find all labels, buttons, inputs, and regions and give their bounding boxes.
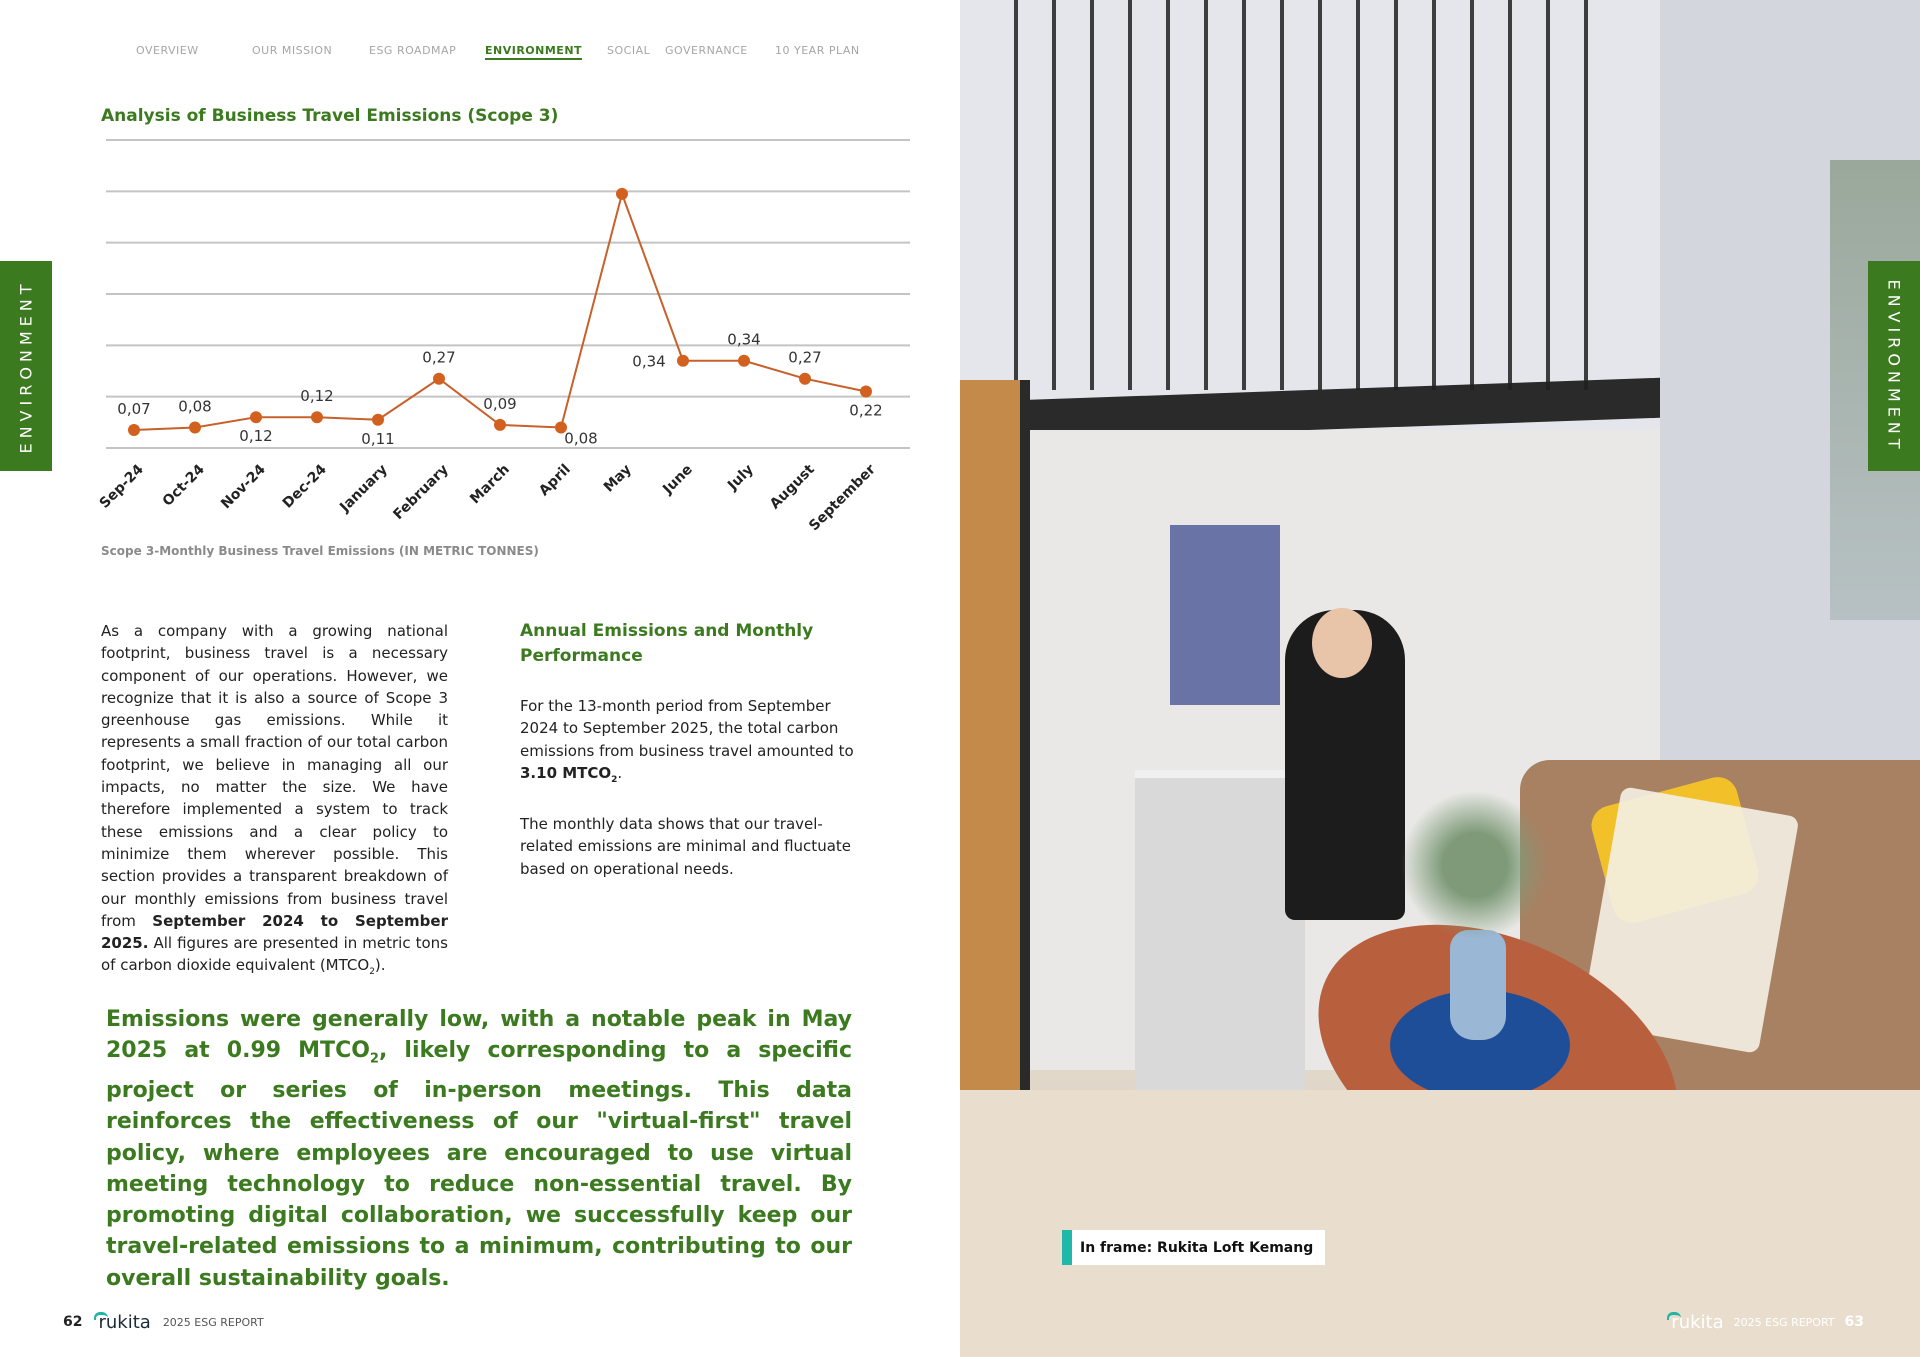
x-tick-label-oct-24: Oct-24	[159, 461, 208, 510]
annual-emissions-section	[520, 619, 865, 902]
x-tick-label-july: July	[724, 461, 757, 494]
data-point-january[interactable]	[372, 414, 384, 426]
data-point-march[interactable]	[494, 419, 506, 431]
section-side-tab-label: ENVIRONMENT	[16, 278, 36, 454]
data-point-february[interactable]	[433, 373, 445, 385]
x-tick-label-june: June	[660, 461, 696, 498]
data-label-nov-24: 0,12	[239, 427, 273, 446]
logo-text-right: rukita	[1671, 1311, 1724, 1333]
x-tick-label-sep-24: Sep-24	[96, 461, 147, 512]
intro-text-bold: September 2024 to September 2025.	[101, 911, 448, 953]
data-label-june: 0,34	[632, 352, 666, 371]
person-face	[1312, 608, 1372, 678]
intro-paragraph	[101, 620, 448, 984]
eucalyptus-plant	[1400, 790, 1550, 940]
annual-text-start: For the 13-month period from September 2024 to September 2025, the total carbon emissions from business travel amounted to	[520, 697, 854, 760]
data-label-dec-24: 0,12	[300, 387, 334, 406]
data-label-sep-24: 0,07	[117, 400, 151, 419]
section-side-tab-right	[1868, 261, 1920, 471]
data-label-february: 0,27	[422, 348, 456, 367]
quote-sub: 2	[369, 1051, 379, 1067]
data-label-april: 0,08	[564, 429, 598, 448]
annual-text-end: .	[617, 763, 623, 782]
monthly-performance-text: The monthly data shows that our travel-related emissions are minimal and fluctuate based on operational needs.	[520, 815, 851, 878]
chart-title: Analysis of Business Travel Emissions (Scope 3)	[101, 106, 559, 126]
intro-text-end: All figures are presented in metric tons of carbon dioxide equivalent (MTCO	[101, 934, 448, 975]
data-label-oct-24: 0,08	[178, 397, 212, 416]
x-tick-label-nov-24: Nov-24	[218, 461, 269, 513]
chart-caption: Scope 3-Monthly Business Travel Emissions (IN METRIC TONNES)	[101, 544, 539, 558]
quote-part-2: , likely corresponding to a specific project or series of in-person meetings. This data reinforces the effectiveness of our "virtual-first" travel policy, where employees are encouraged to use virtual meeting technology to reduce non-essential travel. By promoting digital collaboration, we successfully keep our travel-related emissions to a minimum, contributing to our overall sustainability goals.	[106, 1038, 852, 1291]
data-label-august: 0,27	[788, 348, 822, 367]
nav-social[interactable]: SOCIAL	[607, 44, 651, 57]
rukita-logo-left	[94, 1312, 150, 1333]
loft-railing	[980, 0, 1620, 390]
nav-overview[interactable]: OVERVIEW	[136, 44, 199, 57]
section-side-tab	[0, 261, 52, 471]
annual-emissions-text	[520, 695, 865, 791]
x-tick-label-dec-24: Dec-24	[279, 461, 330, 512]
data-point-june[interactable]	[677, 355, 689, 367]
x-tick-label-april: April	[536, 461, 574, 500]
x-tick-label-february: February	[390, 461, 452, 523]
photo-caption	[1062, 1230, 1325, 1265]
nav-esg-roadmap[interactable]: ESG ROADMAP	[369, 44, 457, 57]
data-point-may[interactable]	[616, 188, 628, 200]
section-nav	[100, 44, 880, 62]
data-label-september: 0,22	[849, 401, 883, 420]
intro-text-start: As a company with a growing national footprint, business travel is a necessary component of our operations. However, we recognize that it is also a source of Scope 3 greenhouse gas emissions. While it represents a small fraction of our total carbon footprint, we believe in managing all our impacts, no matter the size. We have therefore implemented a system to track these emissions and a clear policy to minimize them wherever possible. This section provides a transparent breakdown of our monthly emissions from business travel from	[101, 622, 448, 930]
interior-photo	[960, 0, 1920, 1357]
data-label-march: 0,09	[483, 394, 517, 413]
logo-roof-icon	[94, 1312, 108, 1320]
blue-vase	[1450, 930, 1506, 1040]
data-point-sep-24[interactable]	[128, 424, 140, 436]
annual-total-sub: 2	[611, 774, 618, 785]
quote-part-1: Emissions were generally low, with a notable peak in May 2025 at 0.99 MTCO	[106, 1007, 852, 1064]
nav-governance[interactable]: GOVERNANCE	[665, 44, 748, 57]
footer-left	[63, 1310, 264, 1334]
nav-10-year-plan[interactable]: 10 YEAR PLAN	[775, 44, 860, 57]
emissions-line-chart	[90, 130, 910, 540]
highlight-quote	[106, 1004, 852, 1294]
page-number-right: 63	[1844, 1314, 1864, 1330]
page-number-left: 62	[63, 1314, 83, 1330]
caption-accent-bar	[1062, 1230, 1072, 1265]
nav-our-mission[interactable]: OUR MISSION	[252, 44, 333, 57]
data-point-september[interactable]	[860, 386, 872, 398]
intro-text-close: ).	[374, 956, 386, 975]
wooden-door	[960, 380, 1030, 1140]
annual-total-value: 3.10 MTCO	[520, 763, 612, 782]
kitchen-counter	[1135, 770, 1305, 1090]
footer-right	[1667, 1310, 1864, 1334]
nav-environment[interactable]: ENVIRONMENT	[485, 44, 582, 60]
annual-emissions-heading: Annual Emissions and Monthly Performance	[520, 621, 814, 666]
data-point-nov-24[interactable]	[250, 411, 262, 423]
data-point-july[interactable]	[738, 355, 750, 367]
logo-text-left: rukita	[98, 1311, 151, 1333]
logo-roof-icon-right	[1667, 1312, 1681, 1320]
window-blind	[1170, 525, 1280, 705]
report-label-left: 2025 ESG REPORT	[162, 1315, 264, 1329]
photo-caption-text: In frame: Rukita Loft Kemang	[1080, 1239, 1314, 1256]
data-point-august[interactable]	[799, 373, 811, 385]
intro-text-sub: 2	[369, 967, 375, 978]
section-side-tab-right-label: ENVIRONMENT	[1884, 278, 1904, 454]
x-tick-label-september: September	[806, 461, 879, 535]
x-tick-label-august: August	[767, 461, 818, 513]
x-tick-label-may: May	[600, 461, 635, 496]
data-point-dec-24[interactable]	[311, 411, 323, 423]
data-label-july: 0,34	[727, 330, 761, 349]
x-tick-label-march: March	[467, 461, 513, 508]
report-label-right: 2025 ESG REPORT	[1733, 1315, 1835, 1329]
data-label-january: 0,11	[361, 429, 395, 448]
x-tick-label-january: January	[337, 461, 391, 516]
rukita-logo-right	[1667, 1312, 1723, 1333]
data-point-oct-24[interactable]	[189, 421, 201, 433]
